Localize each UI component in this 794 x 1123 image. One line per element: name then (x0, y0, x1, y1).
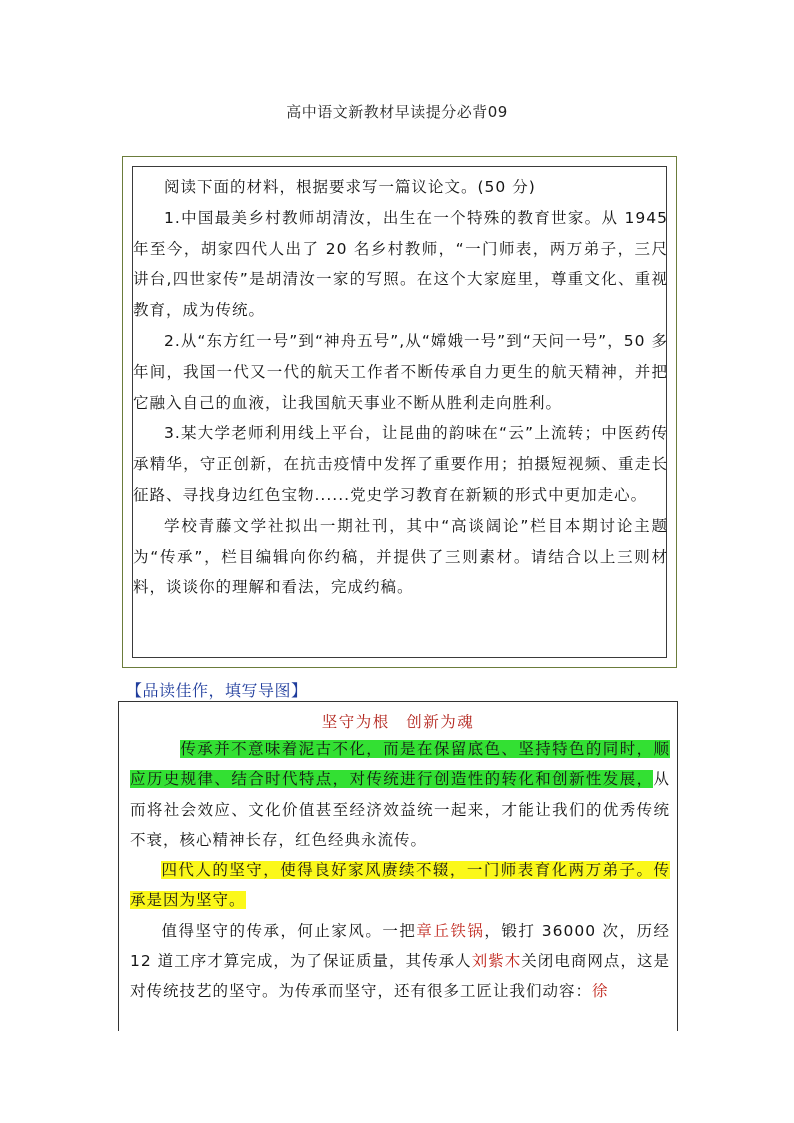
writing-task: 学校青藤文学社拟出一期社刊，其中“高谈阔论”栏目本期讨论主题为“传承”，栏目编辑向你约稿，并提供了三则素材。请结合以上三则材料，谈谈你的理解和看法，完成约稿。 (133, 516, 668, 597)
prompt-material (133, 172, 668, 603)
essay-paragraph-2 (130, 855, 670, 916)
highlight-point: 四代人的坚守，使得良好家风赓续不辍，一门师表育化两万弟子。传承是因为坚守。 (130, 861, 670, 910)
essay-paragraph-1 (130, 734, 670, 855)
essay-frame (118, 701, 678, 1031)
prompt-frame-outer (122, 156, 677, 668)
prompt-frame-inner (132, 166, 667, 658)
keyword-liu-zimu: 刘紫木 (471, 952, 522, 971)
section-header: 【品读佳作，填写导图】 (126, 681, 308, 700)
essay-paragraph-1-rest: 从而将社会效应、文化价值甚至经济效益统一起来，才能让我们的优秀传统不衰，核心精神长存，红色经典永流传。 (130, 770, 670, 849)
keyword-zhangqiu-wok: 章丘铁锅 (416, 921, 485, 940)
essay-paragraph-3 (130, 916, 670, 1007)
material-1: 1.中国最美乡村教师胡清汝，出生在一个特殊的教育世家。从 1945 年至今，胡家四代人出了 20 名乡村教师，“一门师表，两万弟子，三尺讲台,四世家传”是胡清汝一家的写照。在这个大家庭里，尊重文化、重视教育，成为传统。 (133, 208, 668, 320)
highlight-thesis: 传承并不意味着泥古不化，而是在保留底色、坚持特色的同时，顺应历史规律、结合时代特点，对传统进行创造性的转化和创新性发展， (130, 740, 670, 789)
page-title: 高中语文新教材早读提分必背09 (286, 103, 508, 121)
essay-p3-text-b: ，锻打 36000 次，历经 12 道工序才算完成，为了保证质量，其传承人 (130, 921, 670, 971)
essay-body (130, 734, 670, 1007)
keyword-xu: 徐 (592, 982, 609, 1001)
essay-p3-text-c: 关闭电商网点，这是对传统技艺的坚守。为传承而坚守，还有很多工匠让我们动容： (130, 952, 670, 1001)
material-2: 2.从“东方红一号”到“神舟五号”,从“嫦娥一号”到“天问一号”，50 多年间，我国一代又一代的航天工作者不断传承自力更生的航天精神，并把它融入自己的血液，让我国航天事业不断从胜利走向胜利。 (133, 331, 668, 412)
material-3: 3.某大学老师利用线上平台，让昆曲的韵味在“云”上流转；中医药传承精华，守正创新，在抗击疫情中发挥了重要作用；拍摄短视频、重走长征路、寻找身边红色宝物......党史学习教育在新颖的形式中更加走心。 (133, 424, 668, 504)
essay-title: 坚守为根 创新为魂 (321, 713, 475, 731)
essay-p3-text-a: 值得坚守的传承，何止家风。一把 (161, 921, 417, 940)
prompt-instruction: 阅读下面的材料，根据要求写一篇议论文。(50 分) (164, 178, 536, 196)
